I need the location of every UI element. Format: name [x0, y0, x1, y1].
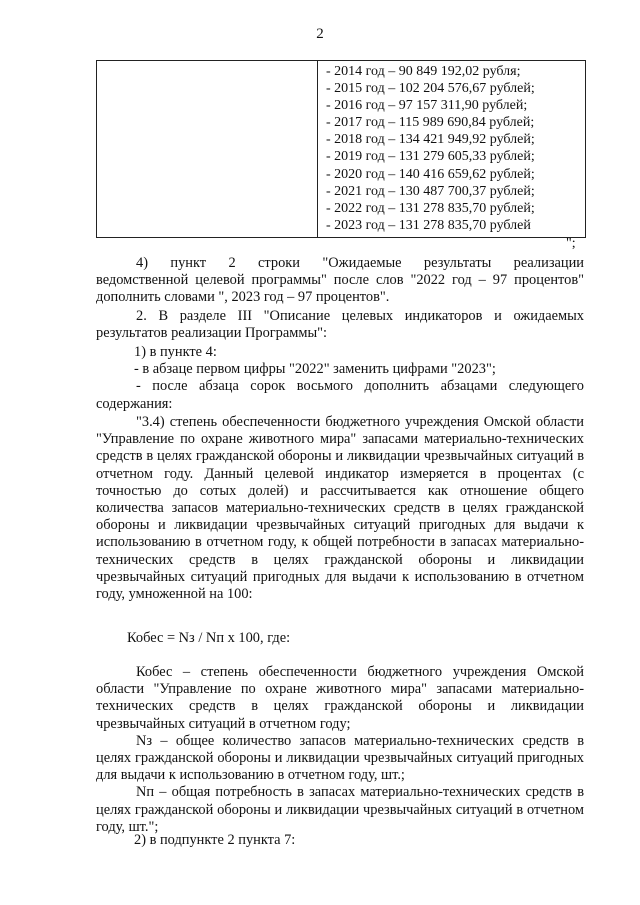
- paragraph-line: 2. В разделе III "Описание целевых индикаторов и ожидаемых: [136, 308, 584, 324]
- year-line: - 2020 год – 140 416 659,62 рублей;: [326, 166, 535, 182]
- table-left-cell: [97, 61, 318, 238]
- definition-np: Nп – общая потребность в запасах материально-технических средств в целях гражданской обороны и ликвидации чрезвычайных ситуаций в отчетном году, шт.";: [96, 784, 584, 835]
- year-line: - 2022 год – 131 278 835,70 рублей;: [326, 200, 535, 216]
- year-line: - 2019 год – 131 279 605,33 рублей;: [326, 149, 535, 165]
- definition-nz: Nз – общее количество запасов материально-технических средств в целях гражданской обороны и ликвидации чрезвычайных ситуаций пригодных для выдачи к использованию в отчетном году, шт.;: [96, 732, 584, 784]
- list-item: - в абзаце первом цифры "2022" заменить цифрами "2023";: [134, 361, 496, 378]
- table-closing-quote: ";: [566, 236, 576, 251]
- list-block: [96, 344, 584, 413]
- funding-table: [96, 60, 586, 238]
- paragraph-text: ведомственной целевой программы" после слов "2022 год – 97 процентов" дополнить словами ", 2023 год – 97 процентов".: [96, 272, 584, 306]
- list-item: - после абзаца сорок восьмого дополнить абзацами следующего: [136, 378, 584, 395]
- year-line: - 2016 год – 97 157 311,90 рублей;: [326, 98, 528, 114]
- year-line: - 2017 год – 115 989 690,84 рублей;: [326, 115, 535, 131]
- list-item-2-block: [96, 832, 584, 849]
- paragraph-text: результатов реализации Программы":: [96, 325, 328, 342]
- year-line: - 2018 год – 134 421 949,92 рублей;: [326, 132, 535, 148]
- paragraph-item-4: [96, 255, 584, 307]
- page-number: 2: [316, 26, 324, 42]
- paragraph-line: 4) пункт 2 строки "Ожидаемые результаты реализации: [136, 255, 584, 271]
- indicator-paragraph: [96, 414, 584, 603]
- formula: Кобес = Nз / Nп x 100, где:: [127, 630, 291, 646]
- year-line: - 2014 год – 90 849 192,02 рубля;: [326, 64, 521, 79]
- indicator-text: "3.4) степень обеспеченности бюджетного учреждения Омской области "Управление по охране животного мира" запасами материально-технических средств в целях гражданской обороны и ликвидации чрезвычайных ситуаций в отчетном году. Данный целевой индикатор измеряется в процентах (с точностью до сотых долей) и рассчитывается как отношение общего количества запасов материально-технических средств в целях гражданской обороны и ликвидации чрезвычайных ситуаций пригодных для выдачи к использованию в отчетном году, к общей потребности в запасах материально-технических средств в целях гражданской обороны и ликвидации чрезвычайных ситуаций пригодных для выдачи к использованию в отчетном году, умноженной на 100:: [96, 414, 584, 603]
- year-line: - 2023 год – 131 278 835,70 рублей: [326, 217, 531, 233]
- definition-kobes: Кобес – степень обеспеченности бюджетного учреждения Омской области "Управление по охране животного мира" запасами материально-технических средств в целях гражданской обороны и ликвидации чрезвычайных ситуаций в отчетном году;: [96, 664, 584, 732]
- list-item: содержания:: [96, 395, 173, 412]
- list-item: 2) в подпункте 2 пункта 7:: [134, 832, 296, 848]
- table-right-cell: [318, 61, 586, 238]
- list-item: 1) в пункте 4:: [134, 344, 217, 360]
- paragraph-section-3: [96, 308, 584, 342]
- year-line: - 2021 год – 130 487 700,37 рублей;: [326, 183, 535, 199]
- year-line: - 2015 год – 102 204 576,67 рублей;: [326, 81, 535, 97]
- definitions: [96, 664, 584, 836]
